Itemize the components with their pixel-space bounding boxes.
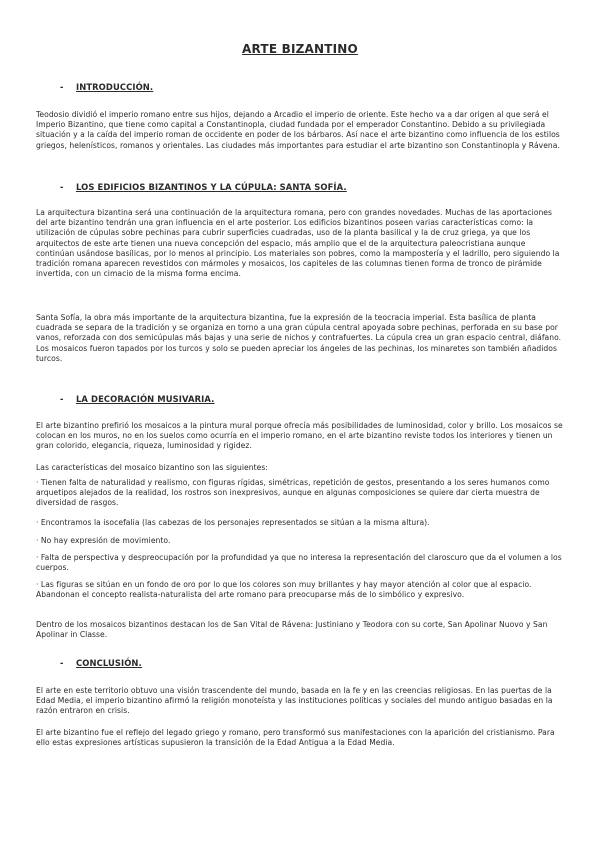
paragraph: El arte bizantino prefirió los mosaicos a la pintura mural porque ofrecía más posibilidades de luminosidad, color y brillo. Los mosaicos se colocan en los muros, no en los suelos como ocurría en el imperio romano, en el arte bizantino reviste todos los interiores y tienen un gran colorido, elegancia, riqueza, luminosidad y rigidez. [36,421,563,451]
heading-dash: - [60,182,64,192]
section-heading-edificios: - LOS EDIFICIOS BIZANTINOS Y LA CÚPULA: SANTA SOFÍA. [60,182,347,192]
section-heading-decoracion: - LA DECORACIÓN MUSIVARIA. [60,394,215,404]
list-item: · Tienen falta de naturalidad y realismo, con figuras rígidas, simétricas, repetición de gestos, presentando a los seres humanos como arquetipos alejados de la realidad, los rostros son inexpresivos, aunque en algunas composiciones se quiere dar cierta muestra de diversidad de rasgos. [36,478,550,508]
paragraph: Santa Sofía, la obra más importante de la arquitectura bizantina, fue la expresión de la teocracia imperial. Esta basílica de planta cuadrada se separa de la tradición y se organiza en torno a una gran cúpula central apoyada sobre pechinas, perforada en su base por vanos, reforzada con dos semicúpulas más bajas y una serie de nichos y contrafuertes. La cúpula crea un gran espacio central, diáfano. Los mosaicos fueron tapados por los turcos y solo se pueden apreciar los ángeles de las pechinas, los minaretes son también añadidos turcos. [36,313,562,363]
heading-dash: - [60,82,64,92]
list-item: · Las figuras se sitúan en un fondo de oro por lo que los colores son muy brillantes y hay mayor atención al color que al espacio. Abandonan el concepto realista-naturalista del arte romano para preocuparse más de lo simbólico y expresivo. [36,580,532,600]
document-title: ARTE BIZANTINO [242,42,358,56]
paragraph: El arte bizantino fue el reflejo del legado griego y romano, pero transformó sus manifestaciones con la aparición del cristianismo. Para ello estas expresiones artísticas supusieron la transición de la Edad Antigua a la Edad Media. [36,728,555,748]
heading-dash: - [60,658,64,668]
paragraph: Dentro de los mosaicos bizantinos destacan los de San Vital de Rávena: Justiniano y Teodora con su corte, San Apolinar Nuovo y San Apolinar in Classe. [36,620,548,640]
paragraph: Las características del mosaico bizantino son las siguientes: [36,463,268,472]
paragraph: Teodosio dividió el imperio romano entre sus hijos, dejando a Arcadio el imperio de oriente. Este hecho va a dar origen al que será el Imperio Bizantino, que tiene como capital a Constantinopla, ciudad fundada por el emperador Constantino. Debido a su privilegiada situación y a la caída del imperio roman de occidente en poder de los bárbaros. Así nace el arte bizantino como influencia de los estilos griegos, helenísticos, romanos y orientales. Las ciudades más importantes para estudiar el arte bizantino son Constantinopla y Rávena. [36,110,560,150]
heading-dash: - [60,394,64,404]
section-heading-introduccion: - INTRODUCCIÓN. [60,82,154,92]
list-item: · Falta de perspectiva y despreocupación por la profundidad ya que no interesa la representación del claroscuro que da el volumen a los cuerpos. [36,553,562,573]
section-heading-conclusion: - CONCLUSIÓN. [60,658,142,668]
list-item: · Encontramos la isocefalia (las cabezas de los personajes representados se sitúan a la misma altura). [36,518,430,527]
list-item: · No hay expresión de movimiento. [36,536,171,545]
paragraph: La arquitectura bizantina será una continuación de la arquitectura romana, pero con grandes novedades. Muchas de las aportaciones del arte bizantino tendrán una gran influencia en el arte posterior. Los edificios bizantinos poseen varias características como: la utilización de cúpulas sobre pechinas para cubrir superficies cuadradas, uso de la planta basilical y la de cruz griega, ya que los arquitectos de este arte tienen una nueva concepción del espacio, más amplio que el de la arquitectura paleocristiana aunque continúan usándose basílicas, por lo menos al principio. Los materiales son pobres, como la mampostería y el ladrillo, pero siguiendo la tradición romana aparecen revestidos con mármoles y mosaicos, los capiteles de las columnas tienen forma de tronco de pirámide invertida, con un cimacio de la misma forma encima. [36,208,560,279]
paragraph: El arte en este territorio obtuvo una visión trascendente del mundo, basada en la fe y en las creencias religiosas. En las puertas de la Edad Media, el imperio bizantino afirmó la religión monoteísta y las instituciones políticas y sociales del mundo antiguo basadas en la razón entraron en crisis. [36,686,553,716]
